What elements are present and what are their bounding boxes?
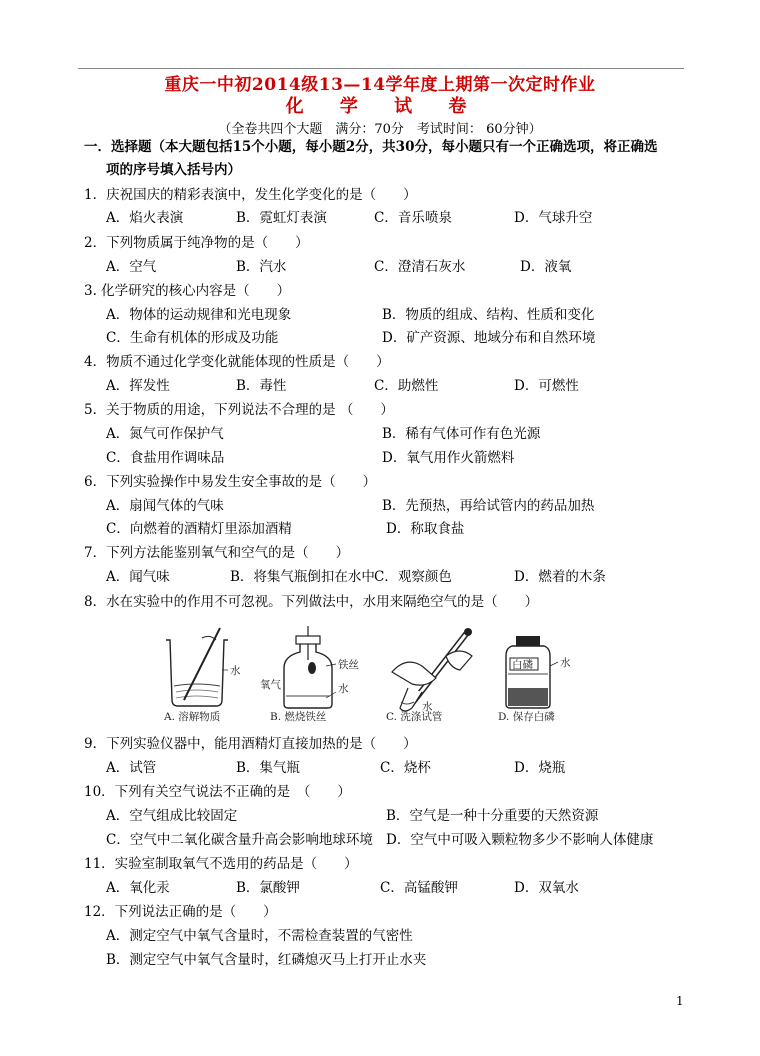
question-10-stem: 10．下列有关空气说法不正确的是 （ ） [84,784,351,800]
figure-c-washing [386,628,472,723]
q7-option-c: C．观察颜色 [374,569,452,585]
header-rule [78,68,684,69]
figure-a-dissolving [163,628,241,723]
q7-option-b: B．将集气瓶倒扣在水中 [230,569,375,585]
q2-option-d: D．液氧 [520,259,572,275]
question-2-stem: 2．下列物质属于纯净物的是（ ） [84,235,309,251]
q2-option-c: C．澄清石灰水 [374,259,466,275]
q8-experiment-figure [160,626,580,724]
figure-b-iron-label: 铁丝 [338,659,359,671]
q11-option-b: B．氯酸钾 [236,880,300,896]
q3-option-b: B．物质的组成、结构、性质和变化 [382,307,595,323]
q10-option-a: A．空气组成比较固定 [106,808,238,824]
q10-option-d: D．空气中可吸入颗粒物多少不影响人体健康 [386,832,654,848]
q9-option-b: B．集气瓶 [236,760,300,776]
figure-b-iron-burning [260,626,359,723]
question-4-stem: 4．物质不通过化学变化就能体现的性质是（ ） [84,354,390,370]
q3-option-a: A．物体的运动规律和光电现象 [106,307,292,323]
q6-option-c: C．向燃着的酒精灯里添加酒精 [106,521,292,537]
q6-option-a: A．扇闻气体的气味 [106,498,224,514]
q6-option-b: B．先预热，再给试管内的药品加热 [382,498,595,514]
q10-option-b: B．空气是一种十分重要的天然资源 [386,808,599,824]
q2-option-a: A．空气 [106,259,157,275]
q4-option-c: C．助燃性 [374,378,439,394]
question-12-stem: 12．下列说法正确的是（ ） [84,904,277,920]
section-heading-line1: 一．选择题（本大题包括15个小题，每小题2分，共30分，每小题只有一个正确选项，将正确选 [84,139,658,155]
figure-d-phosphorus-label: 白磷 [512,659,533,671]
question-9-stem: 9．下列实验仪器中，能用酒精灯直接加热的是（ ） [84,736,417,752]
question-3-stem: 3. 化学研究的核心内容是（ ） [84,283,291,299]
q4-option-d: D．可燃性 [514,378,579,394]
q5-option-d: D．氧气用作火箭燃料 [382,450,515,466]
q6-option-d: D．称取食盐 [386,521,465,537]
figure-b-caption: B. 燃烧铁丝 [270,711,327,723]
question-6-stem: 6．下列实验操作中易发生安全事故的是（ ） [84,474,377,490]
figure-b-oxygen-label: 氧气 [260,679,281,691]
q11-option-d: D．双氧水 [514,880,579,896]
figure-b-water-label: 水 [338,683,349,695]
q1-option-b: B．霓虹灯表演 [236,210,327,226]
exam-title: 重庆一中初2014级13—14学年度上期第一次定时作业 [164,75,596,95]
q4-option-b: B．毒性 [236,378,287,394]
q2-option-b: B．汽水 [236,259,287,275]
q5-option-b: B．稀有气体可作有色光源 [382,426,541,442]
question-8-stem: 8．水在实验中的作用不可忽视。下列做法中，水用来隔绝空气的是（ ） [84,594,539,610]
question-5-stem: 5．关于物质的用途，下列说法不合理的是 （ ） [84,402,394,418]
q4-option-a: A．挥发性 [106,378,170,394]
q9-option-c: C．烧杯 [380,760,431,776]
q1-option-c: C．音乐喷泉 [374,210,452,226]
q1-option-d: D．气球升空 [514,210,593,226]
q12-option-b: B．测定空气中氧气含量时，红磷熄灭马上打开止水夹 [106,952,427,968]
figure-c-caption: C. 洗涤试管 [386,711,443,723]
q12-option-a: A．测定空气中氧气含量时，不需检查装置的气密性 [106,928,413,944]
page-number: 1 [676,994,684,1008]
exam-subtitle: 化 学 试 卷 [285,96,475,117]
question-7-stem: 7．下列方法能鉴别氧气和空气的是（ ） [84,545,350,561]
question-11-stem: 11．实验室制取氧气不选用的药品是（ ） [84,856,358,872]
q10-option-c: C．空气中二氧化碳含量升高会影响地球环境 [106,832,373,848]
q9-option-d: D．烧瓶 [514,760,566,776]
figure-a-water-label: 水 [230,665,241,677]
q5-option-c: C．食盐用作调味品 [106,450,225,466]
figure-c-water-label: 水 [422,701,433,713]
q1-option-a: A．焰火表演 [106,210,184,226]
section-heading [84,136,690,182]
figure-d-white-phosphorus [498,636,571,723]
figure-a-caption: A. 溶解物质 [164,711,221,723]
q11-option-c: C．高锰酸钾 [380,880,458,896]
figure-d-caption: D. 保存白磷 [498,711,555,723]
exam-info: （全卷共四个大题 满分：70分 考试时间： 60分钟） [218,122,542,137]
q7-option-a: A．闻气味 [106,569,170,585]
q5-option-a: A．氮气可作保护气 [106,426,224,442]
q7-option-d: D．燃着的木条 [514,569,606,585]
q11-option-a: A．氧化汞 [106,880,170,896]
q9-option-a: A．试管 [106,760,157,776]
q3-option-d: D．矿产资源、地域分布和自然环境 [382,330,596,346]
question-1-stem: 1．庆祝国庆的精彩表演中，发生化学变化的是（ ） [84,187,417,203]
section-heading-line2: 项的序号填入括号内） [106,162,241,178]
q3-option-c: C．生命有机体的形成及功能 [106,330,279,346]
figure-d-water-label: 水 [560,657,571,669]
